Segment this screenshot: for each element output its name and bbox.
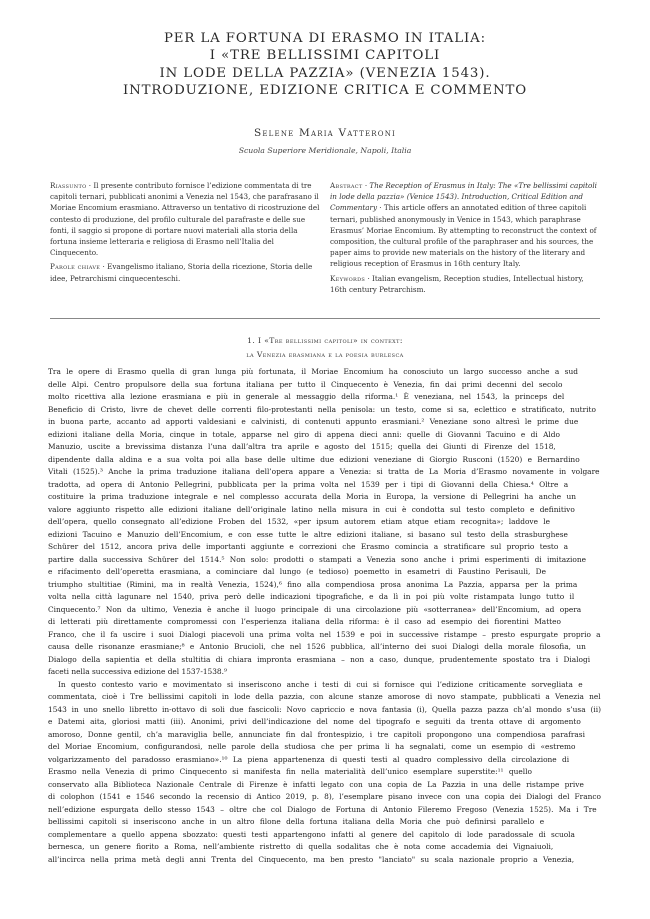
body-line: edizioni Tacuino e Manuzio dell’Encomium, e con esse tutte le altre edizioni italiane, si basano sul testo della strasburghese <box>48 529 568 539</box>
body-line: bellissimi capitoli si inseriscono anche in un altro filone della fortuna italiana della Moria che può definirsi parallelo e <box>48 817 545 826</box>
keywords-label: Parole chiave <box>50 262 101 272</box>
body-line: e rifacimento dell’operetta erasmiana, a cominciare dal lungo (e tedioso) poemetto in esametri di Faustino Perisauli, De <box>48 567 546 576</box>
title-line: INTRODUZIONE, EDIZIONE CRITICA E COMMENTO <box>122 82 528 98</box>
title-line: IN LODE DELLA PAZZIA» (VENEZIA 1543). <box>159 65 491 81</box>
body-line: bernesca, un genere fiorito a Roma, nell’ambiente ristretto di quella sodalitas che è nota come accademia dei Vignaiuoli, <box>48 842 554 851</box>
body-line: Beneficio di Cristo, livre de chevet delle correnti filo-protestanti nella penisola: un testo, come si sa, eclettico e stratificato, nutrito <box>48 404 596 414</box>
abstract-title-italic: · The Reception of Erasmus in Italy: The «Tre bellissimi capitoli in lode della pazzia» (Venice 1543). Introduction, Critical Edition and Commentary <box>330 181 597 213</box>
body-line: tradotta, ad opera di Antonio Pellegrini, pubblicata per la prima volta nel 1539 per i tipi di Giovanni della Chiesa.⁴ Oltre a <box>48 479 569 489</box>
article-body <box>48 366 601 866</box>
section-heading <box>0 334 650 361</box>
abstract-italian <box>50 180 320 284</box>
abstract-label: Abstract <box>330 181 363 190</box>
body-line: Erasmo nella Venezia di primo Cinquecento si manifesta fin nella materialità dell’unico esemplare superstite:¹¹ quello <box>48 767 532 776</box>
body-line: commentata, cioè i Tre bellissimi capitoli in lode della pazzia, con alcune stanze amorose di novo stampate, pubblicati a Venezia nel <box>48 692 601 701</box>
title-line: PER LA FORTUNA DI ERASMO IN ITALIA: <box>163 31 487 46</box>
body-line: volgarizzamento del paradosso erasmiano».¹⁰ La piena appartenenza di questi testi al quadro complessivo della circolazione di <box>48 754 570 764</box>
body-line: di letterati più direttamente compromessi con l’esperienza italiana della riforma: è il caso ad esempio dei fiorentini Matteo <box>48 617 561 626</box>
keywords-text: · Italian evangelism, Reception studies, Intellectual history, 16th century Petrarchism. <box>330 273 584 294</box>
body-line: e Datemi aita, gloriosi matti (iii). Anonimi, privi dell’indicazione del nome del tipografo e seguiti da trenta ottave di argomento <box>48 717 581 726</box>
body-line: nell’edizione espurgata dello stesso 1543 – oltre che col Dialogo de Fortuna di Antonio Fileremo Fregoso (Venezia 1525). Ma i Tre <box>48 804 597 814</box>
body-line: delle Alpi. Centro propulsore della sua fortuna italiana per tutto il Cinquecento è Venezia, fin dai primi decenni del secolo <box>48 379 563 389</box>
abstract-label: Riassunto <box>50 181 87 190</box>
body-line: triumpho stultitiae (Rimini, ma in realtà Venezia, 1524),⁶ fino alla compendiosa prosa anonima La Pazzia, apparsa per la prima <box>48 579 578 589</box>
body-line: in buona parte, accanto ad apporti valdesiani e calvinisti, di contenuti appunto erasmiani.² Veneziane sono altresì le prime due <box>48 417 579 426</box>
body-line: Tra le opere di Erasmo quella di gran lunga più fortunata, il Moriae Encomium ha conosciuto un largo successo anche a sud <box>48 367 578 376</box>
section-heading-line: 1. I «Tre bellissimi capitoli» in context: <box>247 336 403 345</box>
abstract-text: · Il presente contributo fornisce l’edizione commentata di tre capitoli ternari, pubblicati anonimi a Venezia nel 1543, che parafrasano il Moriae Encomium erasmiano. Attraverso un tentativo di ricostruzione del contesto di produzione, del profilo culturale del parafraste e delle sue fonti, il saggio si propone di portare nuovi materiali alla storia della fortuna insieme letteraria e religiosa di Erasmo nell’Italia del Cinquecento. <box>50 181 320 258</box>
body-line: di colophon (1541 e 1546 secondo la recensio di Antico 2019, p. 8), l’esemplare pisano invece con una copia dei Dialogi del Franco <box>48 792 601 801</box>
body-line: amoroso, Donne gentil, ch’a maraviglia belle, annunciate fin dal frontespizio, i tre capitoli propongono una compendiosa parafrasi <box>48 729 585 739</box>
body-line: faceti nella successiva edizione del 1537-1538.⁹ <box>48 667 227 676</box>
body-line: valore aggiunto rispetto alle edizioni italiane dell’originale latino nella misura in cui è condotta sul testo completo e definitivo <box>48 504 575 514</box>
body-line: conservato alla Biblioteca Nazionale Centrale di Firenze è infatti legato con una copia de La Pazzia in una delle ristampe prive <box>48 779 584 789</box>
author-affiliation: Scuola Superiore Meridionale, Napoli, Italia <box>238 146 412 155</box>
abstract-text: · This article offers an annotated edition of three capitoli ternari, published anonymously in Venice in 1543, which paraphrase Erasmus’ Moriae Encomium. By attempting to reconstruct the context of composition, the cultural profile of the paraphraser and his sources, the paper aims to provide new materials on the history of the literary and religious reception of Erasmus in 16th century Italy. <box>330 203 597 269</box>
abstract-english <box>330 180 598 295</box>
body-line: edizioni italiane della Moria, cinque in totale, apparse nel giro di appena dieci anni: quelle di Giovanni Tacuino e di Aldo <box>48 429 560 439</box>
body-line: Manuzio, uscite a brevissima distanza l’una dall’altra tra aprile e agosto del 1515; quella dei Giunti di Firenze del 1518, <box>48 442 556 451</box>
body-line: dell’opera, quello consegnato all’edizione Froben del 1532, «per ipsum autorem etiam atque etiam recognita»; laddove le <box>48 517 551 526</box>
body-line: Cinquecento.⁷ Non da ultimo, Venezia è anche il luogo principale di una circolazione più «sotterranea» dell’Encomium, ad opera <box>48 604 582 614</box>
article-title <box>50 30 600 99</box>
body-line: dipendente dalla aldina e a sua volta poi alla base delle ultime due edizioni veneziane di Giorgio Rusconi (1520) e Bernardino <box>48 454 580 464</box>
title-line: I «TRE BELLISSIMI CAPITOLI <box>209 48 441 64</box>
keywords-label: Keywords <box>330 273 366 283</box>
author-name: Selene Maria Vatteroni <box>253 127 396 139</box>
divider <box>50 318 600 319</box>
body-line: Vitali (1525).³ Anche la prima traduzione italiana dell’opera appare a Venezia: si tratta de La Moria d’Erasmo novamente in volgare <box>48 467 600 476</box>
body-line: molto ricettiva alla lezione erasmiana e più in generale al messaggio della riforma.¹ È veneziana, nel 1543, la princeps del <box>48 392 565 401</box>
body-line: Schürer del 1512, ancora priva delle importanti aggiunte e correzioni che Erasmo comincia a stratificare sul proprio testo a <box>48 542 569 551</box>
keywords-text: · Evangelismo italiano, Storia della ricezione, Storia delle idee, Petrarchismi cinquecenteschi. <box>50 262 313 283</box>
body-line: costituire la prima traduzione integrale e nel complesso accurata della Moria in Europa, la versione di Pellegrini ha anche un <box>48 492 576 501</box>
body-line: Dialogo della sapientia et della stultitia di chiara impronta erasmiana – non a caso, dunque, prudentemente spostato tra i Dialogi <box>48 654 591 664</box>
body-line: del Moriae Encomium, configurandosi, nelle parole della studiosa che per prima li ha segnalati, come un esempio di «estremo <box>48 742 576 751</box>
body-line: volta nella città lagunare nel 1540, priva però delle indicazioni tipografiche, e da lì in poi più volte ristampata lungo tutto il <box>48 592 575 601</box>
body-line: 1543 in uno snello libretto in-ottavo di soli due fascicoli: Novo capriccio e nova fantasia (i), Quella pazza pazza ch’al mondo s’usa (ii) <box>48 704 601 714</box>
body-line: Franco, che il fa uscire i suoi Dialogi piacevoli una prima volta nel 1539 e poi in successive ristampe – presto espurgate proprio a <box>48 629 601 639</box>
body-line: complementare a quello appena sbozzato: questi testi appartengono infatti al genere del capitolo di lode paradossale di scuola <box>48 829 575 839</box>
section-heading-line: la Venezia erasmiana e la poesia burlesca <box>246 349 404 359</box>
body-line: partire dalla successiva Schürer del 1514.⁵ Non solo: prodotti o stampati a Venezia sono anche i primi esperimenti di imitazione <box>48 554 587 564</box>
body-line: causa delle risonanze erasmiane;⁸ e Antonio Brucioli, che nel 1526 pubblica, all’interno dei suoi Dialogi della morale filosofia, un <box>48 642 586 651</box>
body-line: In questo contesto vario e movimentato si inseriscono anche i testi di cui si fornisce qui l’edizione criticamente sorvegliata e <box>58 679 583 689</box>
body-line: all’incirca nella prima metà degli anni Trenta del Cinquecento, ma ben presto "lanciato" su scala nazionale proprio a Venezia, <box>48 854 575 864</box>
